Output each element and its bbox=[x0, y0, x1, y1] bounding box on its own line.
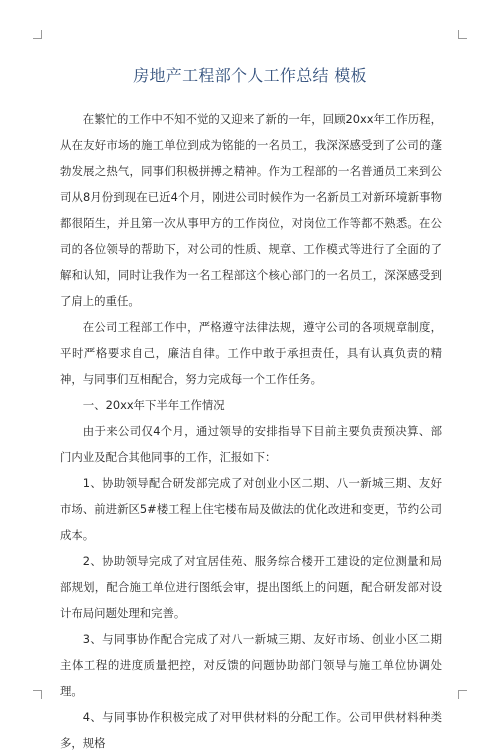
page-corner-mark-bottom-left bbox=[33, 690, 42, 699]
list-item-2: 2、协助领导完成了对宜居佳苑、服务综合楼开工建设的定位测量和局部规划，配合施工单位进行图纸会审，提出图纸上的问题，配合研发部对设计布局问题处理和完善。 bbox=[60, 554, 442, 620]
document-body bbox=[60, 106, 442, 756]
list-item-3: 3、与同事协作配合完成了对八一新城三期、友好市场、创业小区二期主体工程的进度质量把控，对反馈的问题协助部门领导与施工单位协调处理。 bbox=[60, 632, 442, 698]
paragraph-intro: 在繁忙的工作中不知不觉的又迎来了新的一年，回顾20xx年工作历程，从在友好市场的施工单位到成为铭能的一名员工，我深深感受到了公司的蓬勃发展之热气，同事们积极拼搏之精神。作为工程部的一名普通员工来到公司从8月份到现在已近4个月，刚进公司时候作为一名新员工对新环境新事物都很陌生，并且第一次从事甲方的工作岗位，对岗位工作等都不熟悉。在公司的各位领导的帮助下，对公司的性质、规章、工作模式等进行了全面的了解和认知，同时让我作为一名工程部这个核心部门的一名员工，深深感受到了肩上的重任。 bbox=[60, 112, 442, 308]
page-corner-mark-top-left bbox=[33, 30, 42, 39]
list-item-1: 1、协助领导配合研发部完成了对创业小区二期、八一新城三期、友好市场、前进新区5#楼工程上住宅楼布局及做法的优化改进和变更，节约公司成本。 bbox=[60, 476, 442, 542]
paragraph-report-intro: 由于来公司仅4个月，通过领导的安排指导下目前主要负责预决算、部门内业及配合其他同事的工作，汇报如下： bbox=[60, 424, 442, 464]
list-item-4: 4、与同事协作积极完成了对甲供材料的分配工作。公司甲供材料种类多，规格 bbox=[60, 710, 442, 750]
paragraph-discipline: 在公司工程部工作中，严格遵守法律法规，遵守公司的各项规章制度，平时严格要求自己，廉洁自律。工作中敢于承担责任，具有认真负责的精神，与同事们互相配合，努力完成每一个工作任务。 bbox=[60, 320, 442, 386]
page-corner-mark-top-right bbox=[458, 30, 467, 39]
page-corner-mark-bottom-right bbox=[458, 690, 467, 699]
section-heading: 一、20xx年下半年工作情况 bbox=[82, 398, 225, 412]
document-title: 房地产工程部个人工作总结 模板 bbox=[133, 66, 367, 85]
